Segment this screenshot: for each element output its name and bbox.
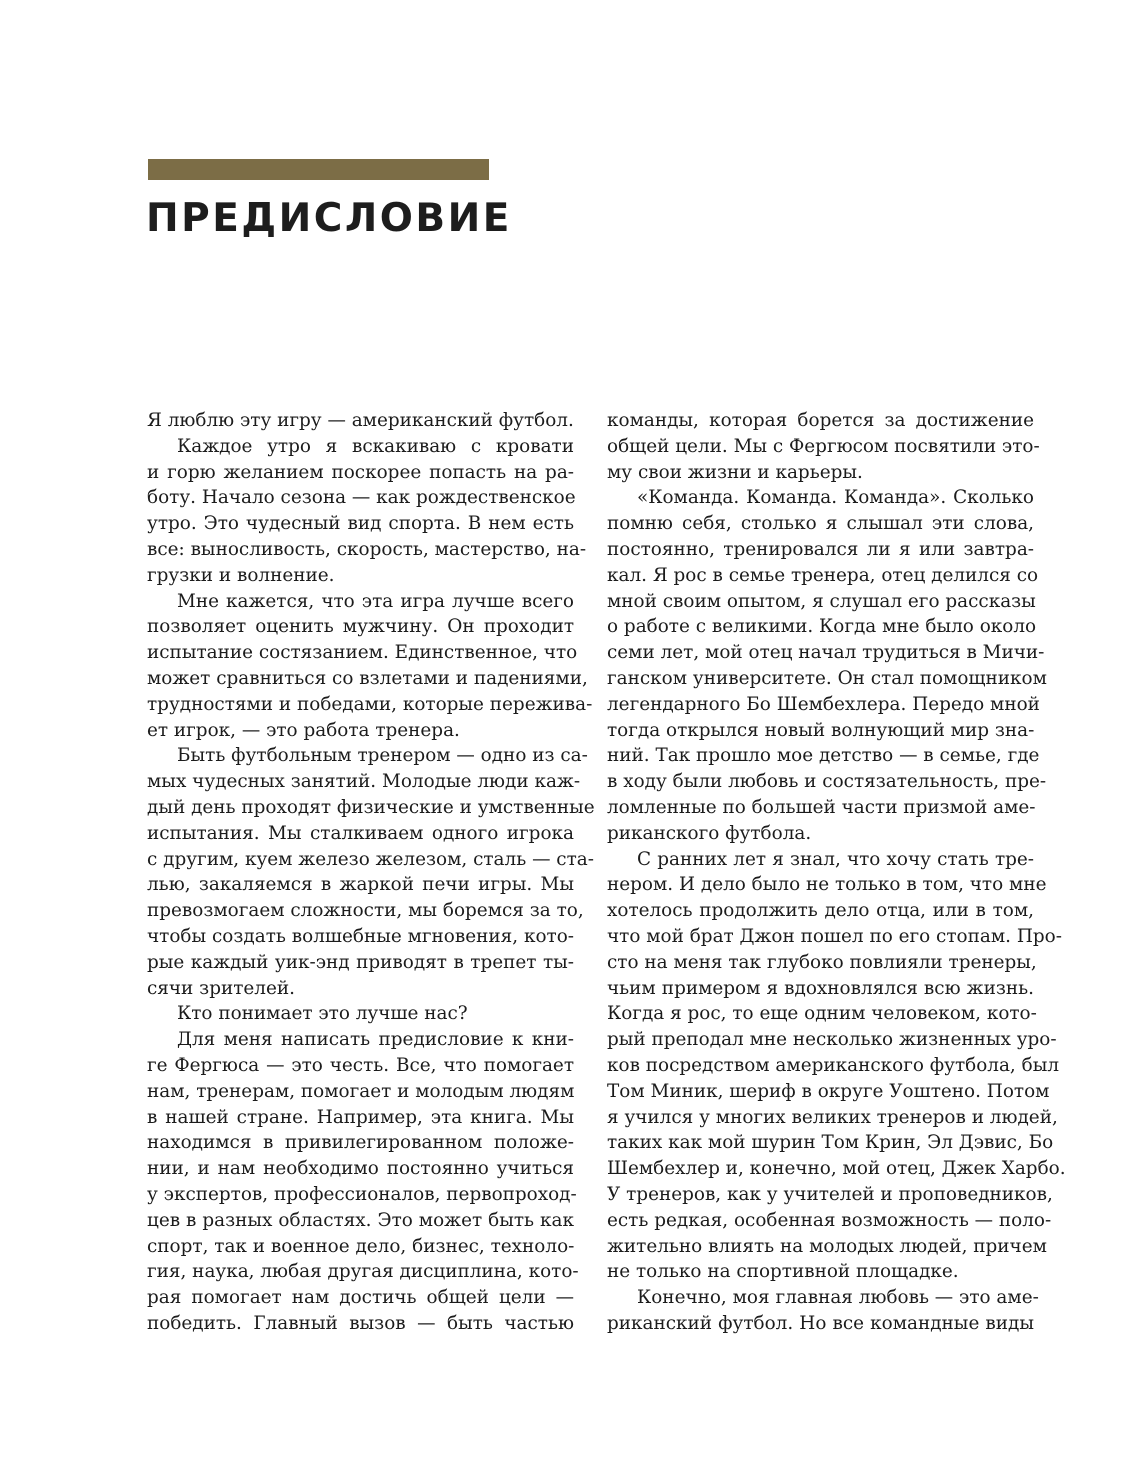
text-line: риканского футбола. [607,822,812,844]
text-line: у экспертов, профессионалов, первопроход- [147,1183,577,1205]
text-line: дый день проходят физические и умственные [147,796,595,818]
text-line: команды, которая борется за достижение [607,410,1034,431]
text-line: кал. Я рос в семье тренера, отец делился со [607,564,1039,586]
text-line: ет игрок, — это работа тренера. [147,719,460,741]
text-line: ков посредством американского футбола, был [607,1054,1060,1076]
text-line: чьим примером я вдохновлялся всю жизнь. [607,977,1034,999]
text-line: семи лет, мой отец начал трудиться в Мичи- [607,642,1045,664]
text-line: мной своим опытом, я слушал его рассказы [607,590,1036,612]
text-line: победить. Главный вызов — быть частью [147,1312,574,1334]
text-line: ний. Так прошло мое детство — в семье, где [607,745,1040,767]
text-line: риканский футбол. Но все командные виды [607,1312,1034,1334]
text-line: ломленные по большей части призмой аме- [607,796,1036,818]
text-line: Для меня написать предисловие к кни- [177,1029,574,1051]
text-line: все: выносливость, скорость, мастерство, на- [147,538,587,560]
text-line: что мой брат Джон пошел по его стопам. Про- [607,925,1062,947]
text-line: в нашей стране. Например, эта книга. Мы [147,1106,574,1128]
text-line: с другим, куем железо железом, сталь — ста- [147,848,594,870]
text-line: утро. Это чудесный вид спорта. В нем есть [147,513,574,535]
text-line: гия, наука, любая другая дисциплина, кото- [147,1261,579,1283]
text-line: постоянно, тренировался ли я или завтра- [607,538,1034,560]
text-line: С ранних лет я знал, что хочу стать тре- [637,848,1034,870]
text-line: находимся в привилегированном положе- [147,1132,574,1154]
text-line: нером. И дело было не только в том, что мне [607,874,1047,896]
text-line: мых чудесных занятий. Молодые люди каж- [147,771,581,793]
text-line: жительно влиять на молодых людей, причем [607,1235,1047,1257]
text-line: лью, закаляемся в жаркой печи игры. Мы [147,874,574,896]
text-line: помню себя, столько я слышал эти слова, [607,513,1034,535]
text-line: цев в разных областях. Это может быть как [147,1209,574,1231]
text-line: испытания. Мы сталкиваем одного игрока [147,822,574,844]
text-line: Шембехлер и, конечно, мой отец, Джек Харбо. [607,1158,1066,1180]
text-line: я учился у многих великих тренеров и людей, [607,1106,1058,1128]
text-column-right [607,408,1066,1337]
text-line: о работе с великими. Когда мне было около [607,616,1037,638]
text-line: может сравниться со взлетами и падениями, [147,667,588,689]
text-line: сячи зрителей. [147,977,295,999]
text-line: чтобы создать волшебные мгновения, кото- [147,925,574,947]
text-line: таких как мой шурин Том Крин, Эл Дэвис, Бо [607,1132,1054,1154]
text-line: рый преподал мне несколько жизненных уро- [607,1029,1057,1051]
chapter-accent-bar [148,159,489,180]
text-line: рые каждый уик-энд приводят в трепет ты- [147,951,574,973]
text-line: Когда я рос, то еще одним человеком, кото- [607,1003,1037,1025]
text-line: не только на спортивной площадке. [607,1261,959,1283]
text-line: нам, тренерам, помогает и молодым людям [147,1080,575,1102]
text-line: «Команда. Команда. Команда». Сколько [637,487,1034,509]
text-line: в ходу были любовь и состязательность, пре- [607,771,1047,793]
text-line: испытание состязанием. Единственное, что [147,642,578,664]
text-line: Кто понимает это лучше нас? [177,1003,468,1025]
text-line: Мне кажется, что эта игра лучше всего [177,590,574,612]
text-line: превозмогаем сложности, мы боремся за то, [147,900,584,922]
text-line: легендарного Бо Шембехлера. Передо мной [607,693,1040,715]
text-line: Я люблю эту игру — американский футбол. [147,410,574,431]
text-line: есть редкая, особенная возможность — поло- [607,1209,1052,1231]
text-line: Быть футбольным тренером — одно из са- [177,745,588,767]
text-line: спорт, так и военное дело, бизнес, техноло- [147,1235,575,1257]
text-line: Каждое утро я вскакиваю с кровати [177,435,574,457]
text-line: тогда открылся новый волнующий мир зна- [607,719,1035,741]
text-line: хотелось продолжить дело отца, или в том, [607,900,1034,922]
text-line: общей цели. Мы с Фергюсом посвятили это- [607,435,1040,457]
text-line: У тренеров, как у учителей и проповедников, [607,1183,1053,1205]
chapter-title: ПРЕДИСЛОВИЕ [146,196,512,241]
text-line: боту. Начало сезона — как рождественское [147,487,576,509]
text-line: нии, и нам необходимо постоянно учиться [147,1158,574,1180]
text-line: грузки и волнение. [147,564,335,586]
text-line: трудностями и победами, которые пережива- [147,693,593,715]
text-line: ганском университете. Он стал помощником [607,667,1047,689]
text-line: ге Фергюса — это честь. Все, что помогает [147,1054,574,1076]
text-line: позволяет оценить мужчину. Он проходит [147,616,574,638]
text-line: му свои жизни и карьеры. [607,461,863,483]
text-line: рая помогает нам достичь общей цели — [147,1287,574,1309]
text-line: сто на меня так глубоко повлияли тренеры, [607,951,1037,973]
text-line: Том Миник, шериф в округе Уоштено. Потом [607,1080,1050,1102]
text-column-left [147,408,595,1337]
text-line: и горю желанием поскорее попасть на ра- [147,461,574,483]
text-line: Конечно, моя главная любовь — это аме- [637,1287,1039,1309]
